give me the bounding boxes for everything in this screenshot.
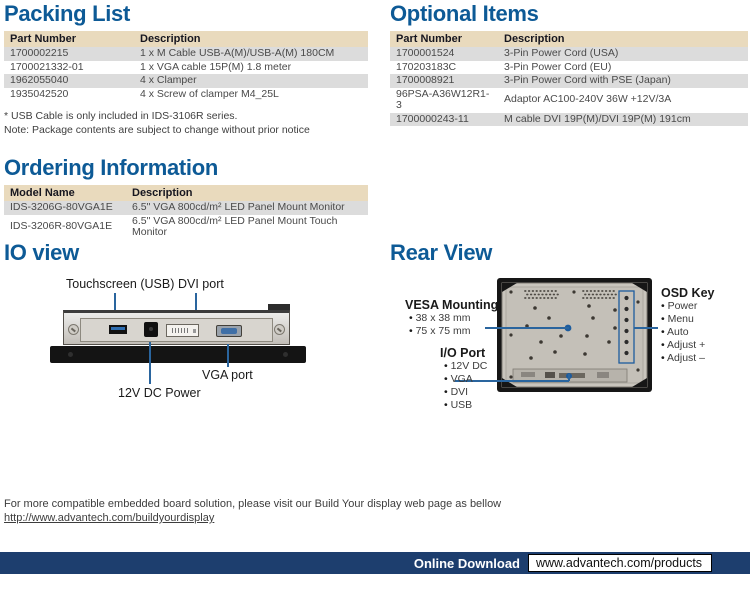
table-cell: 1700008921: [396, 74, 455, 86]
table-cell: 1700001524: [396, 47, 455, 59]
table-header-row: [390, 31, 748, 47]
list-item: • Menu: [661, 313, 715, 326]
column-header: Model Name: [4, 185, 126, 201]
rear-panel-image: [497, 278, 652, 392]
touchscreen-usb-label: Touchscreen (USB): [66, 277, 175, 291]
table-row: [390, 88, 748, 113]
packing-list-table: [4, 31, 368, 101]
power-label: 12V DC Power: [118, 386, 201, 400]
ordering-information-title: Ordering Information: [4, 155, 219, 180]
table-cell: 6.5" VGA 800cd/m² LED Panel Mount Monitor: [132, 201, 345, 213]
vga-port-label: VGA port: [202, 368, 253, 382]
table-cell: M cable DVI 19P(M)/DVI 19P(M) 191cm: [504, 112, 691, 125]
build-your-display-link[interactable]: http://www.advantech.com/buildyourdisplay: [4, 512, 215, 524]
table-header-row: [4, 31, 368, 47]
vesa-list: [409, 312, 498, 338]
table-cell: 3-Pin Power Cord (EU): [504, 60, 612, 73]
column-header: Part Number: [390, 31, 498, 47]
list-item: • 75 x 75 mm: [409, 325, 498, 338]
optional-items-title: Optional Items: [390, 1, 539, 26]
column-header: Part Number: [4, 31, 134, 47]
rear-view-diagram: [385, 268, 750, 428]
table-row: [4, 61, 368, 75]
leader-line-ioport-riser: [568, 374, 570, 381]
table-cell: 96PSA-A36W12R1-3: [396, 87, 490, 111]
osd-key-list: [661, 300, 715, 365]
online-download-label: Online Download: [413, 555, 520, 571]
leader-line-osd: [634, 327, 658, 329]
monitor-bottom-chassis: [63, 310, 290, 345]
column-header: Description: [134, 31, 368, 47]
osd-key-title: OSD Key: [661, 286, 715, 300]
table-cell: 1700021332-01: [10, 60, 84, 73]
table-cell: 1700002215: [10, 47, 69, 59]
column-header: Description: [126, 185, 368, 201]
table-cell: IDS-3206G-80VGA1E: [10, 201, 113, 213]
table-row: [390, 74, 748, 88]
screw-icon: [68, 324, 79, 335]
leader-line-power: [149, 342, 151, 384]
vga-connector: [216, 325, 242, 337]
io-port-label: [440, 346, 487, 412]
table-row: [4, 74, 368, 88]
table-cell: 170203183C: [396, 60, 457, 73]
table-cell: 6.5" VGA 800cd/m² LED Panel Mount Touch Monitor: [132, 214, 338, 238]
table-cell: Adaptor AC100-240V 36W +12V/3A: [504, 93, 672, 106]
table-cell: 4 x Clamper: [140, 74, 197, 86]
table-cell: IDS-3206R-80VGA1E: [10, 220, 113, 233]
dvi-connector: [166, 324, 199, 337]
build-your-display-note: [4, 497, 501, 525]
packing-list-section: [4, 1, 368, 137]
list-item: • USB: [444, 399, 487, 412]
packing-footnote-usb: * USB Cable is only included in IDS-3106R series.: [4, 110, 238, 122]
list-item: • 38 x 38 mm: [409, 312, 498, 325]
packing-list-title: Packing List: [4, 1, 130, 26]
io-port-title: I/O Port: [440, 346, 486, 360]
table-cell: 1 x VGA cable 15P(M) 1.8 meter: [140, 60, 292, 73]
table-row: [4, 201, 368, 215]
list-item: • 12V DC: [444, 360, 487, 373]
io-port-list: [444, 360, 487, 412]
leader-line-vga: [227, 344, 229, 367]
table-header-row: [4, 185, 368, 201]
table-cell: 4 x Screw of clamper M4_25L: [140, 87, 279, 100]
table-cell: 1700000243-11: [396, 112, 469, 125]
io-view-diagram: [30, 272, 350, 407]
note-text: For more compatible embedded board solution, please visit our Build Your display web page as bellow: [4, 498, 502, 510]
table-cell: 1935042520: [10, 87, 69, 100]
table-cell: 1962055040: [10, 74, 69, 86]
table-cell: 1 x M Cable USB-A(M)/USB-A(M) 180CM: [140, 47, 335, 59]
optional-items-table: [390, 31, 748, 126]
table-cell: 3-Pin Power Cord (USA): [504, 47, 619, 59]
vesa-mounting-label: [405, 298, 498, 338]
table-cell: 3-Pin Power Cord with PSE (Japan): [504, 74, 671, 86]
list-item: • Adjust –: [661, 352, 715, 365]
table-row: [390, 61, 748, 75]
rear-view-title: Rear View: [390, 240, 493, 265]
osd-key-label: [661, 286, 715, 365]
table-row: [390, 113, 748, 127]
list-item: • Adjust +: [661, 339, 715, 352]
io-view-title: IO view: [4, 240, 79, 265]
dvi-port-label: DVI port: [178, 277, 224, 291]
table-row: [4, 88, 368, 102]
table-row: [390, 47, 748, 61]
list-item: • Auto: [661, 326, 715, 339]
table-row: [4, 47, 368, 61]
dc-power-jack: [144, 322, 158, 337]
list-item: • Power: [661, 300, 715, 313]
table-row: [4, 215, 368, 240]
front-bezel-edge: [50, 346, 306, 363]
products-url-box[interactable]: www.advantech.com/products: [528, 554, 712, 572]
usb-port: [109, 325, 127, 334]
packing-footnote-note: Note: Package contents are subject to change without prior notice: [4, 123, 310, 136]
vesa-title: VESA Mounting: [405, 298, 499, 312]
list-item: • DVI: [444, 386, 487, 399]
ordering-information-section: [4, 155, 368, 240]
column-header: Description: [498, 31, 748, 47]
online-download-bar: [0, 552, 750, 574]
ordering-information-table: [4, 185, 368, 240]
optional-items-section: [390, 1, 748, 126]
list-item: • VGA: [444, 373, 487, 386]
screw-icon: [274, 324, 285, 335]
